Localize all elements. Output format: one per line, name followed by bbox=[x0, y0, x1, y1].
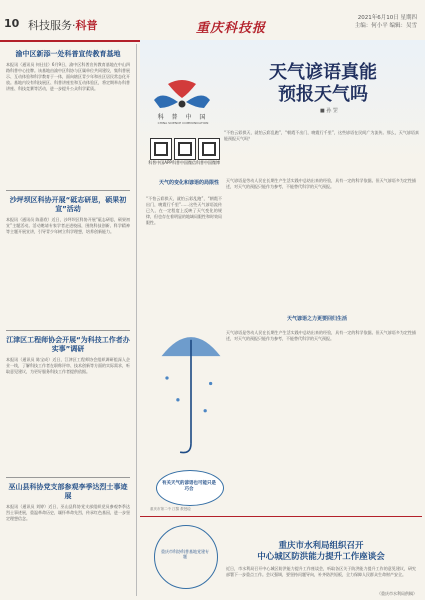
umbrella-illustration-icon bbox=[156, 318, 226, 468]
article-4 bbox=[6, 483, 130, 599]
bottom-body: 近日，市水利局召开中心城区防洪能力提升工作座谈会，听取各区关于防洪能力提升工作的意见建议，研究部署下一步重点工作。会议强调，要坚持问题导向，补齐防洪短板，全力保障人民群众生命财产安全。 bbox=[226, 566, 416, 577]
logo-subtext: CHINA SCIENCE COMMUNICATION bbox=[157, 121, 209, 125]
masthead: 重庆科技报 bbox=[196, 21, 267, 36]
divider bbox=[6, 190, 130, 191]
bottom-divider bbox=[140, 516, 422, 517]
article-2-title: 沙坪坝区科协开展“砥志研思，硕果初宣”活动 bbox=[9, 196, 127, 213]
qr-label-app: 科普中国APP bbox=[148, 160, 172, 165]
date-line: 2021年6月10日 星期四 主编：何小平 编辑：吴雪 bbox=[354, 15, 417, 29]
qr-code-wechat[interactable] bbox=[174, 138, 196, 160]
article-3 bbox=[6, 336, 130, 469]
divider bbox=[6, 477, 130, 478]
qr-code-weibo[interactable] bbox=[198, 138, 220, 160]
qr-label-weibo: 科普中国微博 bbox=[196, 160, 220, 165]
mid-body: “不怕云彩拱天，就怕云彩乱跑”，“朝霞不出门，晚霞行千里”……这些天气谚语流传已久，在一定程度上反映了天气变化的规律，但也存在着明显的地域局限性和时效局限性。 bbox=[146, 196, 222, 225]
byline: ■ 孙 罡 bbox=[320, 108, 338, 114]
column-divider bbox=[136, 44, 137, 596]
qr-code-app[interactable] bbox=[150, 138, 172, 160]
article-3-title: 江津区工程师协会开展“为科技工作者办实事”调研 bbox=[6, 336, 130, 353]
qr-label-wechat: 科普中国微信 bbox=[172, 160, 196, 165]
article-2 bbox=[6, 196, 130, 327]
feature-intro: “不怕云彩拱天，就怕云彩乱跑”，“朝霞不出门，晚霞行千里”，这些谚语在民间广为流传。那么，天气谚语真能预报天气吗？ bbox=[224, 130, 419, 141]
article-1-title: 渝中区新添一处科普宣传教育基地 bbox=[15, 50, 121, 58]
stamp-text: 重庆市科协科普基地党建专题 bbox=[161, 549, 209, 559]
divider bbox=[6, 330, 130, 331]
article-2-body: 本报讯（通讯员 陈嘉欣）近日，沙坪坝区科协开展“砥志研思，硕果初宣”主题活动。活动邀请专家学者走进校园，围绕科技创新、科学精神等主题开展宣讲，引导青少年树立科学理想，培养创新能力。 bbox=[6, 217, 130, 234]
article-4-title: 巫山县科协党支部参观李季达烈士事迹展 bbox=[8, 483, 128, 500]
bottom-headline: 重庆市水利局组织召开 中心城区防洪能力提升工作座谈会 bbox=[257, 541, 385, 562]
article-3-body: 本报讯（通讯员 陈宝成）近日，江津区工程师协会组织调研组深入企业一线，了解科技工作者在职称评审、技术创新等方面的实际需求，听取意见建议，为更好服务科技工作者提供依据。 bbox=[6, 357, 130, 374]
feature-body: 天气谚语是劳动人民在长期生产生活实践中总结出来的经验，具有一定的科学依据。但天气谚语多为定性描述，对天气的预报只能作为参考，不能替代科学的天气预报。 bbox=[226, 178, 416, 189]
bottom-caption: （重庆市水利局供稿） bbox=[377, 591, 417, 596]
logo-text: 科 普 中 国 bbox=[157, 114, 209, 121]
bubble-text: 有关天气的谚语也可能只是巧合 bbox=[162, 481, 216, 492]
section-heading-2: 天气谚语之力更要回归生活 bbox=[286, 316, 347, 322]
illustration-caption: 重庆市第二中 江黎 教授绘 bbox=[150, 507, 191, 511]
kepu-logo-icon bbox=[148, 78, 216, 138]
page-number: 10 bbox=[4, 17, 20, 30]
section-title: 科技服务·科普 bbox=[28, 19, 98, 32]
feature-title: 天气谚语真能 预报天气吗 bbox=[269, 62, 377, 105]
article-1-body: 本报讯（通讯员 何仕佳）6月9日，渝中区科普宣传教育基地在中山四路科普中心挂牌。该基地由渝中区科协与区属单位共同建设，集科普展示、互动体验和科学教育于一体，面向辖区青少年和社区居民常态化开放。基地内设有科技展区、科普讲座室和互动体验区，将定期举办科普讲座、科技竞赛等活动，进一步提升公众科学素质。 bbox=[6, 62, 130, 91]
article-1 bbox=[6, 50, 130, 180]
article-4-body: 本报讯（通讯员 刘婷）近日，巫山县科协党支部组织党员参观李季达烈士事迹展，重温革命历史，缅怀革命先烈，传承红色基因，进一步坚定理想信念。 bbox=[6, 504, 130, 521]
feature-body-2: 天气谚语是劳动人民在长期生产生活实践中总结出来的经验，具有一定的科学依据。但天气谚语多为定性描述，对天气的预报只能作为参考，不能替代科学的天气预报。 bbox=[226, 330, 416, 341]
section-heading-1: 天气的变化和谚语的局限性 bbox=[158, 180, 219, 186]
page-header bbox=[0, 0, 425, 42]
